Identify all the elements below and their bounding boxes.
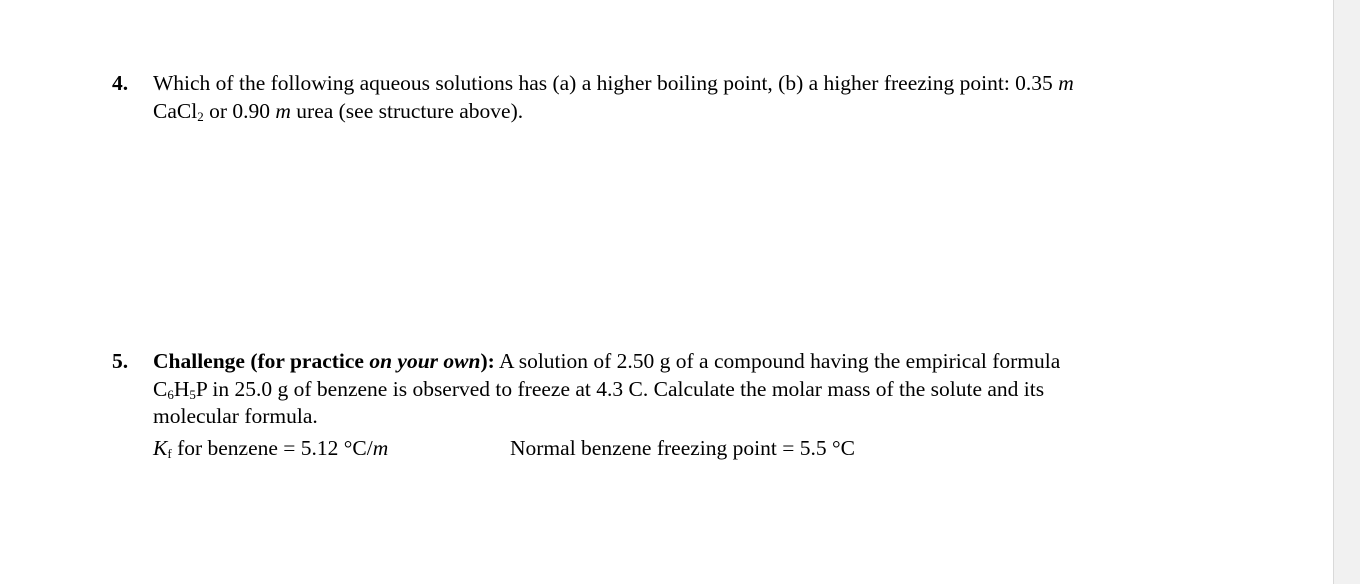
- challenge-emphasis: on your own: [369, 349, 481, 373]
- question-line: [153, 98, 1212, 126]
- question-4: [112, 70, 1212, 125]
- kf-symbol: K: [153, 435, 168, 460]
- constants-row: [153, 435, 1212, 463]
- formula-c6h5p: [153, 377, 207, 401]
- subscript: 6: [167, 386, 174, 402]
- challenge-close: ):: [480, 349, 495, 373]
- text-run: A solution of 2.50 g of a compound having the empirical formula: [494, 349, 1061, 373]
- text-run: or 0.90: [203, 98, 276, 123]
- formula-cacl2: [153, 99, 204, 123]
- molality-unit: m: [1058, 71, 1074, 95]
- text-run: for benzene = 5.12 °C/: [171, 435, 373, 460]
- question-line: [153, 70, 1212, 98]
- text-run: urea (see structure above).: [290, 98, 524, 123]
- subscript: 5: [189, 386, 196, 402]
- molality-unit: m: [372, 435, 389, 460]
- question-line: molecular formula.: [153, 404, 318, 428]
- text-run: Which of the following aqueous solutions has (a) a higher boiling point, (b) a higher freezing point: 0.35: [153, 71, 1053, 95]
- question-text: [153, 348, 1212, 462]
- subscript: f: [167, 445, 172, 461]
- text-run: in 25.0 g of benzene is observed to freeze at 4.3 C. Calculate the molar mass of the solute and its: [207, 376, 1045, 401]
- challenge-label: Challenge (for practice: [153, 349, 370, 373]
- formula-text: P: [195, 376, 208, 401]
- formula-text: H: [173, 376, 190, 401]
- question-number: 5.: [112, 349, 129, 373]
- kf-constant: [153, 435, 510, 463]
- formula-text: CaCl: [153, 98, 198, 123]
- question-5: [112, 348, 1212, 462]
- question-text: [153, 70, 1212, 125]
- question-number: 4.: [112, 71, 129, 95]
- molality-unit: m: [275, 98, 291, 123]
- scrollbar-track[interactable]: [1333, 0, 1360, 584]
- normal-freezing-point: Normal benzene freezing point = 5.5 °C: [510, 435, 855, 460]
- question-line: [153, 376, 1212, 404]
- formula-text: C: [153, 376, 168, 401]
- subscript: 2: [197, 108, 204, 124]
- question-line: [153, 348, 1212, 376]
